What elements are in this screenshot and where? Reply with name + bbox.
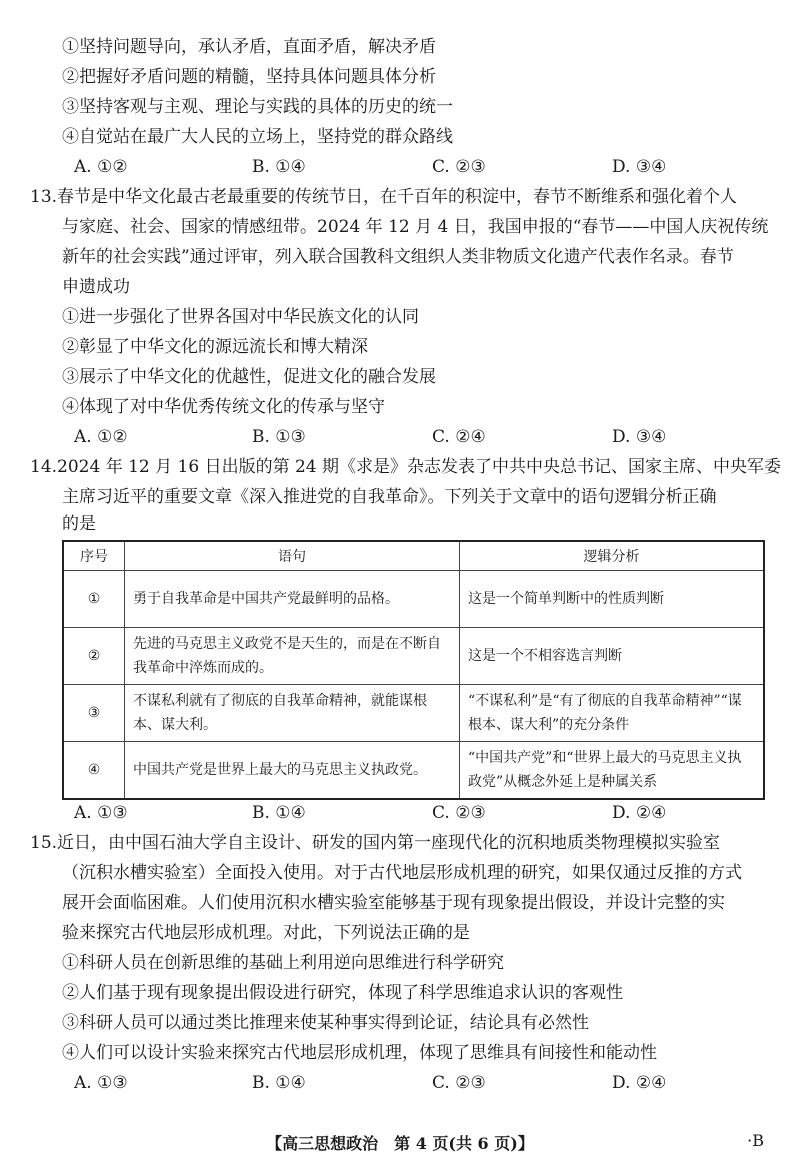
q15-stem: 15.近日，由中国石油大学自主设计、研发的国内第一座现代化的沉积地质类物理模拟实验室 <box>30 833 721 853</box>
q12-option-d: D. ③④ <box>612 157 667 177</box>
q13-option-a: A. ①② <box>74 427 128 447</box>
row-analysis: “中国共产党”和“世界上最大的马克思主义执政党”从概念外延上是种属关系 <box>460 742 765 800</box>
q13-option-c: C. ②④ <box>432 427 486 447</box>
q15-statement: ②人们基于现有现象提出假设进行研究，体现了科学思维追求认识的客观性 <box>62 983 623 1003</box>
q13-option-d: D. ③④ <box>612 427 667 447</box>
q13-stem: 与家庭、社会、国家的情感纽带。2024 年 12 月 4 日，我国申报的“春节——中国人庆祝传统 <box>62 217 769 237</box>
header-analysis: 逻辑分析 <box>460 541 765 571</box>
q12-option-b: B. ①④ <box>252 157 306 177</box>
table-row <box>63 571 764 628</box>
q13-statement: ②彰显了中华文化的源远流长和博大精深 <box>62 337 368 357</box>
version-mark: ·B <box>747 1131 764 1150</box>
table-row <box>63 628 764 685</box>
header-sentence: 语句 <box>125 541 460 571</box>
q13-stem: 13.春节是中华文化最古老最重要的传统节日，在千百年的积淀中，春节不断维系和强化着个人 <box>30 187 738 207</box>
q13-statement: ①进一步强化了世界各国对中华民族文化的认同 <box>62 307 419 327</box>
q12-statement: ②把握好矛盾问题的精髓，坚持具体问题具体分析 <box>62 67 436 87</box>
row-number: ② <box>63 628 125 685</box>
q15-option-d: D. ②④ <box>612 1073 667 1093</box>
q12-statement: ①坚持问题导向，承认矛盾，直面矛盾，解决矛盾 <box>62 37 436 57</box>
q13-statement: ③展示了中华文化的优越性，促进文化的融合发展 <box>62 367 436 387</box>
q15-statement: ①科研人员在创新思维的基础上利用逆向思维进行科学研究 <box>62 953 504 973</box>
q15-stem: 验来探究古代地层形成机理。对此，下列说法正确的是 <box>62 923 470 943</box>
row-sentence: 不谋私利就有了彻底的自我革命精神，就能谋根本、谋大利。 <box>125 685 460 742</box>
q13-stem: 申遗成功 <box>62 277 130 297</box>
q12-options <box>62 156 722 178</box>
q14-option-d: D. ②④ <box>612 803 667 823</box>
q14-option-c: C. ②③ <box>432 803 486 823</box>
table-row <box>63 742 764 800</box>
q13-statement: ④体现了对中华优秀传统文化的传承与坚守 <box>62 397 385 417</box>
q15-stem: （沉积水槽实验室）全面投入使用。对于古代地层形成机理的研究，如果仅通过反推的方式 <box>62 863 742 883</box>
row-analysis: 这是一个不相容选言判断 <box>460 628 765 685</box>
header-number: 序号 <box>63 541 125 571</box>
row-number: ③ <box>63 685 125 742</box>
row-analysis: 这是一个简单判断中的性质判断 <box>460 571 765 628</box>
row-sentence: 中国共产党是世界上最大的马克思主义执政党。 <box>125 742 460 800</box>
q13-options <box>62 426 722 448</box>
q15-option-b: B. ①④ <box>252 1073 306 1093</box>
q14-options <box>62 802 722 824</box>
q12-option-a: A. ①② <box>74 157 128 177</box>
q14-stem: 的是 <box>62 514 96 534</box>
q15-stem: 展开会面临困难。人们使用沉积水槽实验室能够基于现有现象提出假设，并设计完整的实 <box>62 893 725 913</box>
row-sentence: 先进的马克思主义政党不是天生的，而是在不断自我革命中淬炼而成的。 <box>125 628 460 685</box>
q15-statement: ③科研人员可以通过类比推理来使某种事实得到论证，结论具有必然性 <box>62 1013 589 1033</box>
q12-statement: ③坚持客观与主观、理论与实践的具体的历史的统一 <box>62 97 453 117</box>
q15-option-c: C. ②③ <box>432 1073 486 1093</box>
q14-option-a: A. ①③ <box>74 803 128 823</box>
logic-analysis-table <box>62 540 765 800</box>
q14-option-b: B. ①④ <box>252 803 306 823</box>
row-sentence: 勇于自我革命是中国共产党最鲜明的品格。 <box>125 571 460 628</box>
q12-option-c: C. ②③ <box>432 157 486 177</box>
page-footer <box>0 1131 800 1154</box>
q12-statement: ④自觉站在最广大人民的立场上，坚持党的群众路线 <box>62 127 453 147</box>
q15-statement: ④人们可以设计实验来探究古代地层形成机理，体现了思维具有间接性和能动性 <box>62 1043 657 1063</box>
q15-options <box>62 1072 722 1094</box>
table-header-row <box>63 541 764 571</box>
q13-stem: 新年的社会实践”通过评审，列入联合国教科文组织人类非物质文化遗产代表作名录。春节 <box>62 247 734 267</box>
q13-option-b: B. ①③ <box>252 427 306 447</box>
row-analysis: “不谋私利”是“有了彻底的自我革命精神”“谋根本、谋大利”的充分条件 <box>460 685 765 742</box>
footer-text: 【高三思想政治 第 4 页(共 6 页)】 <box>266 1134 534 1153</box>
row-number: ④ <box>63 742 125 800</box>
row-number: ① <box>63 571 125 628</box>
q15-option-a: A. ①③ <box>74 1073 128 1093</box>
q14-stem: 14.2024 年 12 月 16 日出版的第 24 期《求是》杂志发表了中共中央总书记、国家主席、中央军委 <box>30 457 782 477</box>
q14-stem: 主席习近平的重要文章《深入推进党的自我革命》。下列关于文章中的语句逻辑分析正确 <box>62 487 717 507</box>
table-row <box>63 685 764 742</box>
